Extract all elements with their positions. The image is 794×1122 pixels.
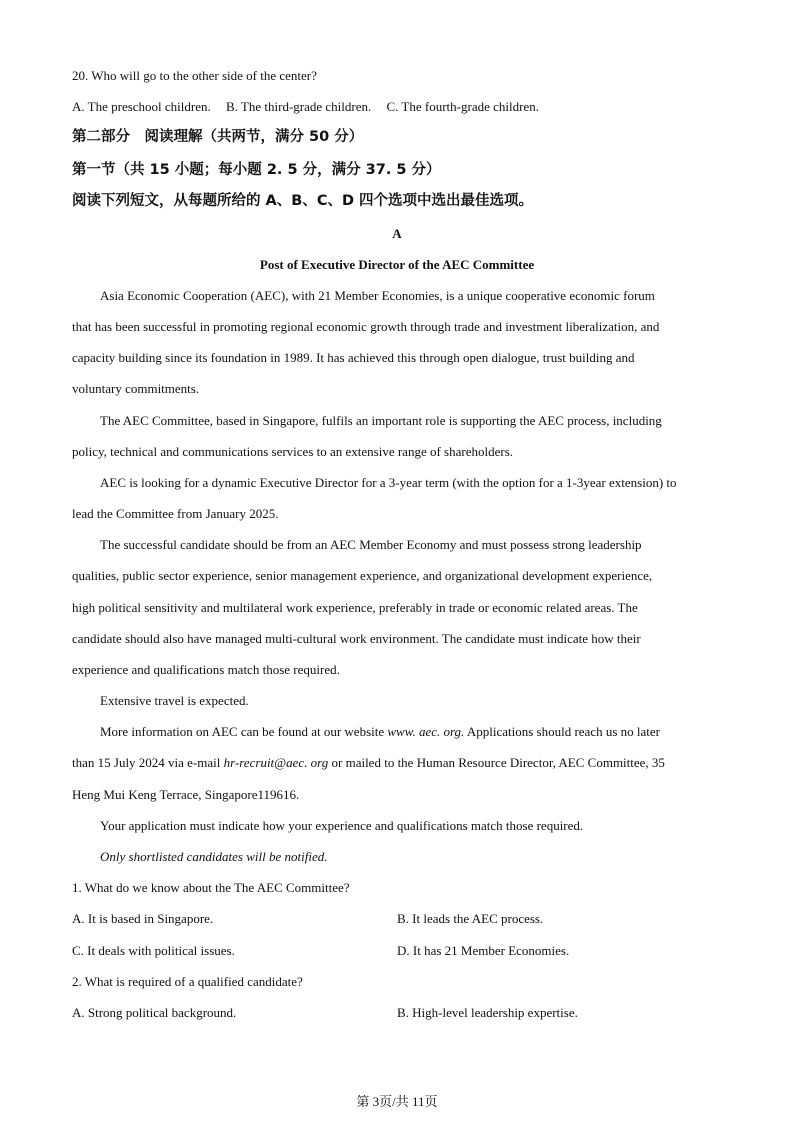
option-a: A. Strong political background. (72, 1005, 237, 1020)
text-span: More information on AEC can be found at our website (100, 724, 388, 739)
option-a: A. The preschool children. (72, 99, 211, 114)
text-span: than 15 July 2024 via e-mail (72, 755, 224, 770)
paragraph-line: capacity building since its foundation in 1989. It has achieved this through open dialogue, trust building and (72, 350, 635, 365)
paragraph-line: lead the Committee from January 2025. (72, 506, 279, 521)
paragraph-line: candidate should also have managed multi-cultural work environment. The candidate must indicate how their (72, 631, 641, 646)
question-1-options-row2 (72, 943, 722, 959)
question-1: 1. What do we know about the The AEC Committee? (72, 880, 350, 895)
question-2-options-row1 (72, 1005, 722, 1021)
paragraph-line: The successful candidate should be from an AEC Member Economy and must possess strong leadership (100, 537, 642, 552)
option-c: C. It deals with political issues. (72, 943, 235, 958)
paragraph-line: Heng Mui Keng Terrace, Singapore119616. (72, 787, 300, 802)
paragraph-line (100, 849, 327, 865)
option-b: B. The third-grade children. (226, 99, 372, 114)
subsection-heading: 第一节（共 15 小题；每小题 2. 5 分，满分 37. 5 分） (72, 162, 441, 178)
paragraph-line (72, 755, 665, 771)
text-span: Applications should reach us no later (464, 724, 660, 739)
paragraph-line: experience and qualifications match those required. (72, 662, 340, 677)
paragraph-line: Extensive travel is expected. (100, 693, 249, 708)
option-a: A. It is based in Singapore. (72, 911, 214, 926)
option-b: B. It leads the AEC process. (397, 911, 544, 926)
paragraph-line: qualities, public sector experience, senior management experience, and organizational development experience, (72, 568, 653, 583)
option-c: C. The fourth-grade children. (386, 99, 539, 114)
page-number: 第 3页/共 11页 (356, 1094, 438, 1109)
paragraph-line (100, 724, 660, 740)
section-heading: 第二部分 阅读理解（共两节，满分 50 分） (72, 129, 364, 145)
option-b: B. High-level leadership expertise. (397, 1005, 578, 1020)
website-link[interactable]: www. aec. org. (387, 724, 465, 739)
text-span: or mailed to the Human Resource Director, AEC Committee, 35 (328, 755, 665, 770)
paragraph-line: Your application must indicate how your experience and qualifications match those required. (100, 818, 584, 833)
email-link[interactable]: hr-recruit@aec. org (223, 755, 329, 770)
paragraph-line: policy, technical and communications services to an extensive range of shareholders. (72, 444, 514, 459)
passage-title: Post of Executive Director of the AEC Committee (259, 257, 535, 272)
paragraph-line: The AEC Committee, based in Singapore, fulfils an important role is supporting the AEC process, including (100, 413, 662, 428)
italic-note: Only shortlisted candidates will be notified. (100, 849, 328, 864)
instruction: 阅读下列短文，从每题所给的 A、B、C、D 四个选项中选出最佳选项。 (72, 193, 534, 209)
question-1-options-row1 (72, 911, 722, 927)
paragraph-line: voluntary commitments. (72, 381, 200, 396)
question-20-options (72, 99, 539, 115)
paragraph-line: Asia Economic Cooperation (AEC), with 21 Member Economies, is a unique cooperative economic forum (100, 288, 655, 303)
paragraph-line: AEC is looking for a dynamic Executive Director for a 3-year term (with the option for a 1-3year extension) to (100, 475, 677, 490)
option-d: D. It has 21 Member Economies. (397, 943, 570, 958)
question-2: 2. What is required of a qualified candidate? (72, 974, 303, 989)
passage-label: A (392, 226, 402, 241)
question-20: 20. Who will go to the other side of the center? (72, 68, 317, 83)
paragraph-line: that has been successful in promoting regional economic growth through trade and investment liberalization, and (72, 319, 660, 334)
paragraph-line: high political sensitivity and multilateral work experience, preferably in trade or economic related areas. The (72, 600, 638, 615)
